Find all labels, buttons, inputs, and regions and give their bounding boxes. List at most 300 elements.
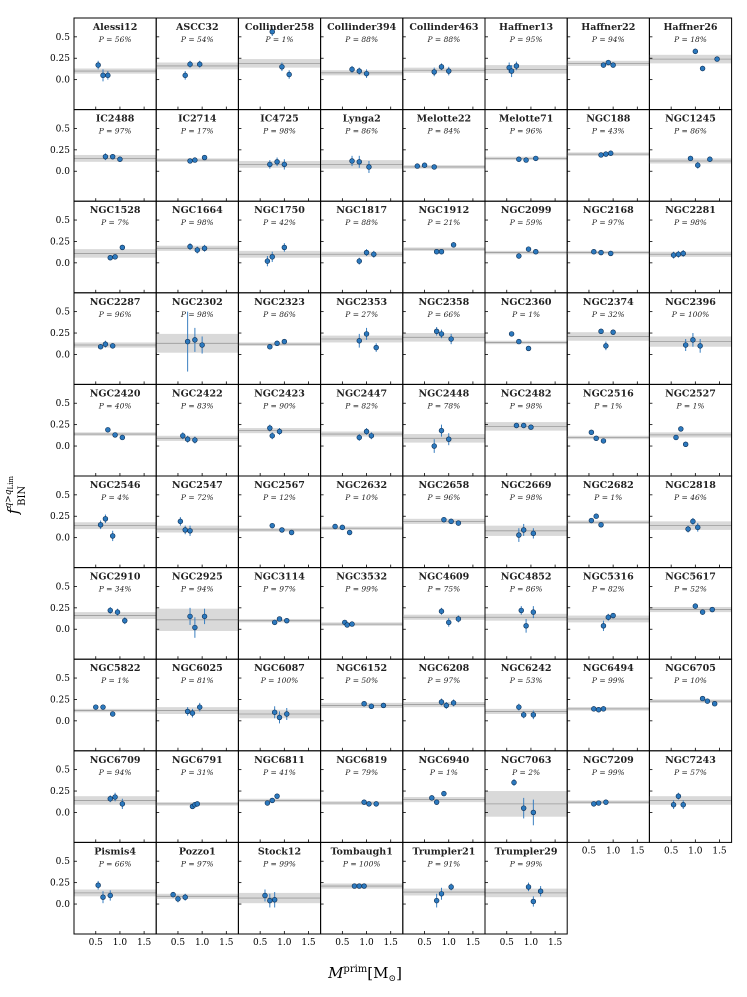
data-point	[712, 701, 717, 706]
y-tick-label: 0.25	[49, 54, 70, 65]
panel	[567, 201, 649, 293]
y-tick-label: 0.5	[55, 857, 70, 868]
data-point	[678, 427, 683, 432]
data-point	[599, 522, 604, 527]
data-point	[192, 337, 197, 342]
panel-p-value: P = 1%	[594, 493, 623, 502]
panel-name: NGC6811	[254, 754, 305, 766]
data-point	[272, 620, 277, 625]
panel-p-value: P = 90%	[263, 401, 296, 411]
panel-p-value: P = 32%	[591, 309, 625, 319]
data-point	[108, 893, 113, 898]
panel-name: NGC2527	[665, 388, 716, 400]
panel-name: NGC3532	[336, 571, 388, 583]
data-point	[700, 696, 705, 701]
data-point	[108, 796, 113, 801]
data-point	[367, 165, 372, 170]
y-tick-label: 0.0	[55, 442, 70, 453]
panel	[50, 201, 156, 293]
panel	[649, 110, 731, 202]
data-point	[691, 519, 696, 524]
x-tick-label: 1.0	[605, 846, 621, 857]
data-point	[113, 795, 118, 800]
panel-name: NGC2447	[336, 388, 388, 400]
y-tick-label: 0.25	[49, 878, 70, 889]
y-tick-label: 0.0	[55, 533, 70, 544]
panel-p-value: P = 1%	[265, 35, 294, 44]
panel	[649, 201, 731, 293]
data-point	[192, 438, 197, 443]
data-point	[514, 64, 519, 69]
data-point	[192, 625, 197, 630]
panel	[156, 384, 238, 476]
data-point	[601, 439, 606, 444]
data-point	[521, 423, 526, 428]
y-tick-label: 0.5	[55, 216, 70, 227]
panel	[485, 568, 567, 660]
panel-name: NGC2567	[254, 480, 305, 491]
data-point	[340, 525, 345, 530]
panel-p-value: P = 99%	[345, 584, 379, 594]
data-point	[671, 253, 676, 258]
panel-p-value: P = 54%	[180, 35, 214, 44]
panel	[649, 659, 731, 751]
data-point	[594, 514, 599, 519]
panel-p-value: P = 12%	[263, 493, 296, 502]
data-point	[105, 73, 110, 78]
x-tick-label: 0.5	[170, 938, 186, 948]
data-point	[608, 151, 613, 156]
panel	[50, 751, 156, 843]
x-tick-label: 1.0	[194, 938, 210, 948]
data-point	[188, 528, 193, 533]
panel-name: Alessi12	[92, 22, 138, 33]
panel	[238, 110, 320, 202]
panel	[485, 476, 567, 568]
data-point	[118, 157, 123, 162]
panel-name: NGC2353	[336, 296, 388, 308]
panel	[156, 18, 238, 110]
data-point	[695, 525, 700, 530]
data-point	[197, 705, 202, 710]
data-point	[190, 711, 195, 716]
data-point	[434, 898, 439, 903]
panel	[238, 384, 320, 476]
data-point	[188, 614, 193, 619]
data-point	[185, 437, 190, 442]
data-point	[275, 794, 280, 799]
panel-p-value: P = 81%	[180, 676, 214, 686]
panel-p-value: P = 99%	[509, 859, 543, 869]
data-point	[591, 249, 596, 254]
panel	[485, 842, 567, 948]
data-point	[698, 343, 703, 348]
y-tick-label: 0.25	[49, 237, 70, 248]
data-point	[263, 893, 268, 898]
panel-name: Lynga2	[342, 113, 381, 125]
data-point	[521, 528, 526, 533]
data-point	[364, 331, 369, 336]
panel	[238, 842, 320, 948]
panel-name: Stock12	[257, 846, 302, 858]
x-tick-label: 1.5	[301, 938, 316, 948]
data-point	[108, 255, 113, 260]
panel-name: Haffner22	[581, 22, 636, 33]
data-point	[183, 528, 188, 533]
data-point	[120, 435, 125, 440]
y-tick-label: 0.0	[55, 167, 70, 178]
data-point	[185, 339, 190, 344]
panel-name: NGC1912	[418, 205, 470, 217]
data-point	[202, 246, 207, 251]
panel-p-value: P = 72%	[180, 493, 214, 502]
panel	[403, 842, 485, 948]
data-point	[287, 72, 292, 77]
data-point	[603, 800, 608, 805]
panel-p-value: P = 98%	[263, 126, 296, 136]
panel	[485, 659, 567, 751]
panel-name: Trumpler29	[494, 846, 558, 858]
x-tick-label: 1.5	[465, 938, 481, 948]
panel-p-value: P = 86%	[263, 309, 296, 319]
panel-p-value: P = 34%	[98, 584, 132, 594]
x-tick-label: 0.5	[581, 846, 597, 857]
data-point	[531, 712, 536, 717]
data-point	[715, 57, 720, 62]
data-point	[439, 700, 444, 705]
data-point	[277, 429, 282, 434]
data-point	[533, 249, 538, 254]
data-point	[596, 707, 601, 712]
panel-name: Pismis4	[94, 846, 136, 858]
data-point	[347, 530, 352, 535]
data-point	[103, 154, 108, 159]
data-point	[531, 810, 536, 815]
data-point	[357, 338, 362, 343]
y-tick-label: 0.25	[49, 329, 70, 340]
data-point	[381, 703, 386, 708]
y-tick-label: 0.0	[55, 258, 70, 269]
data-point	[596, 801, 601, 806]
data-point	[357, 435, 362, 440]
panel-name: NGC6494	[582, 663, 634, 675]
panel	[238, 201, 320, 293]
data-point	[519, 608, 524, 613]
data-point	[122, 618, 127, 623]
panel-p-value: P = 97%	[180, 859, 214, 869]
x-axis-label-sun: ⊙	[388, 974, 397, 984]
data-point	[350, 622, 355, 627]
data-point	[98, 344, 103, 349]
y-tick-label: 0.0	[55, 350, 70, 361]
data-point	[442, 791, 447, 796]
panel	[649, 293, 731, 385]
panel-name: NGC1664	[171, 205, 223, 217]
data-point	[362, 884, 367, 889]
data-point	[176, 897, 181, 902]
x-tick-label: 1.0	[523, 938, 539, 948]
x-tick-label: 1.5	[712, 846, 727, 857]
panel-p-value: P = 100%	[260, 676, 299, 686]
data-point	[185, 709, 190, 714]
panel-p-value: P = 66%	[98, 859, 132, 869]
data-point	[676, 252, 681, 257]
panel-name: NGC2448	[418, 388, 470, 400]
panel	[321, 842, 403, 948]
panel-p-value: P = 86%	[345, 126, 379, 136]
data-point	[277, 617, 282, 622]
data-point	[267, 162, 272, 167]
panel-name: NGC2358	[418, 296, 470, 308]
data-point	[456, 617, 461, 622]
panel-name: NGC2669	[500, 480, 552, 491]
x-tick-label: 0.5	[663, 846, 679, 857]
panel-p-value: P = 86%	[509, 584, 543, 594]
x-tick-label: 1.0	[359, 938, 374, 948]
data-point	[686, 527, 691, 532]
data-point	[524, 158, 529, 163]
panel	[50, 293, 156, 385]
y-tick-label: 0.5	[55, 32, 70, 43]
data-point	[521, 806, 526, 811]
panel-name: IC2488	[95, 113, 135, 125]
data-point	[362, 800, 367, 805]
panel-p-value: P = 66%	[427, 309, 461, 319]
data-point	[96, 883, 101, 888]
panel-name: Tombaugh1	[330, 846, 393, 858]
y-tick-label: 0.5	[55, 765, 70, 776]
panel-name: NGC1528	[89, 205, 141, 217]
data-point	[676, 794, 681, 799]
x-axis-label-unit: [M	[367, 964, 389, 982]
panel-name: NGC188	[586, 113, 631, 125]
y-tick-label: 0.25	[49, 603, 70, 614]
panel-name: NGC6025	[171, 663, 223, 675]
panel-name: NGC6208	[418, 663, 470, 675]
data-point	[200, 343, 205, 348]
data-point	[171, 892, 176, 897]
data-point	[267, 426, 272, 431]
panel-name: Haffner13	[499, 22, 554, 33]
panel-name: Melotte71	[498, 113, 554, 125]
panel	[485, 751, 567, 843]
data-point	[705, 699, 710, 704]
panel	[403, 110, 485, 202]
data-point	[681, 251, 686, 256]
panel-p-value: P = 4%	[101, 493, 130, 502]
data-point	[611, 330, 616, 335]
panel	[321, 110, 403, 202]
panel-p-value: P = 56%	[98, 35, 132, 44]
data-point	[516, 705, 521, 710]
data-point	[202, 155, 207, 160]
panel-p-value: P = 98%	[509, 493, 543, 502]
panel-name: NGC2632	[336, 480, 388, 491]
panel-p-value: P = 96%	[427, 493, 461, 502]
panel	[156, 476, 238, 568]
data-point	[195, 248, 200, 253]
panel-p-value: P = 98%	[509, 401, 543, 411]
panel-name: NGC2422	[171, 388, 223, 400]
panel-name: Trumpler21	[412, 846, 476, 858]
data-point	[449, 519, 454, 524]
panel-p-value: P = 18%	[674, 35, 707, 44]
data-point	[93, 705, 98, 710]
panel	[156, 842, 238, 948]
data-point	[449, 885, 454, 890]
data-point	[105, 427, 110, 432]
panel-name: NGC2396	[665, 296, 716, 308]
data-point	[110, 154, 115, 159]
y-axis-label-sup: q>q	[4, 489, 14, 509]
data-point	[110, 712, 115, 717]
panel-name: NGC2516	[582, 388, 634, 400]
panel-name: NGC2281	[665, 205, 716, 217]
data-point	[591, 706, 596, 711]
panel	[485, 201, 567, 293]
data-point	[521, 712, 526, 717]
data-point	[277, 715, 282, 720]
data-point	[594, 436, 599, 441]
panel	[50, 659, 156, 751]
data-point	[451, 242, 456, 247]
panel-name: Collinder258	[244, 22, 315, 33]
y-tick-label: 0.0	[55, 900, 70, 911]
panel-p-value: P = 41%	[263, 767, 296, 777]
y-tick-label: 0.25	[49, 420, 70, 431]
panel-name: NGC2910	[89, 571, 141, 583]
data-point	[439, 891, 444, 896]
x-axis-label-close: ]	[396, 964, 402, 982]
y-tick-label: 0.25	[49, 787, 70, 798]
data-point	[350, 159, 355, 164]
x-tick-label: 0.5	[499, 938, 514, 948]
data-point	[183, 895, 188, 900]
panel-p-value: P = 84%	[427, 126, 461, 136]
panel	[238, 476, 320, 568]
data-point	[509, 331, 514, 336]
data-point	[357, 69, 362, 74]
x-tick-label: 1.5	[219, 938, 234, 948]
data-point	[456, 521, 461, 526]
data-point	[444, 703, 449, 708]
data-point	[265, 259, 270, 264]
panel	[156, 201, 238, 293]
panel-name: NGC6087	[254, 663, 305, 675]
data-point	[280, 64, 285, 69]
data-point	[710, 607, 715, 612]
data-point	[275, 159, 280, 164]
data-point	[367, 801, 372, 806]
panel-p-value: P = 88%	[345, 218, 379, 228]
panel	[485, 384, 567, 476]
panel-p-value: P = 83%	[180, 401, 214, 411]
panel-p-value: P = 97%	[591, 218, 625, 228]
panel-name: ASCC32	[176, 22, 219, 33]
data-point	[115, 610, 120, 615]
data-point	[691, 337, 696, 342]
data-point	[120, 801, 125, 806]
x-tick-label: 1.0	[112, 938, 128, 948]
panel-p-value: P = 43%	[591, 126, 625, 136]
x-tick-label: 0.5	[88, 938, 103, 948]
data-point	[333, 524, 338, 529]
panel-p-value: P = 100%	[671, 309, 710, 319]
data-point	[683, 343, 688, 348]
data-point	[364, 71, 369, 76]
panel	[50, 568, 156, 660]
data-point	[533, 156, 538, 161]
data-point	[345, 623, 350, 628]
data-point	[531, 531, 536, 536]
data-point	[451, 700, 456, 705]
data-point	[516, 254, 521, 259]
data-point	[446, 620, 451, 625]
data-point	[674, 435, 679, 440]
data-point	[439, 331, 444, 336]
x-tick-label: 1.5	[547, 938, 563, 948]
panel-name: NGC1245	[665, 113, 716, 125]
panel-p-value: P = 46%	[674, 493, 707, 502]
data-point	[432, 70, 437, 75]
data-point	[192, 158, 197, 163]
y-tick-label: 0.5	[55, 307, 70, 318]
data-point	[446, 437, 451, 442]
data-point	[195, 801, 200, 806]
data-point	[611, 613, 616, 618]
y-axis-label-symbol: f	[4, 508, 22, 515]
panel	[321, 751, 403, 843]
data-point	[197, 62, 202, 67]
x-tick-label: 1.0	[441, 938, 456, 948]
panel-p-value: P = 75%	[427, 584, 461, 594]
panel-name: NGC2323	[254, 296, 305, 308]
panel	[567, 18, 649, 110]
panel-p-value: P = 98%	[180, 309, 214, 319]
x-tick-label: 0.5	[252, 938, 268, 948]
panel-name: NGC2287	[89, 296, 141, 308]
data-point	[606, 615, 611, 620]
data-point	[272, 897, 277, 902]
y-axis-label	[4, 476, 28, 516]
panel-name: NGC2482	[500, 388, 552, 400]
panel-p-value: P = 31%	[180, 767, 214, 777]
panel-name: NGC2374	[582, 296, 634, 308]
data-point	[608, 251, 613, 256]
data-point	[188, 62, 193, 67]
panel-p-value: P = 78%	[427, 401, 461, 411]
panel	[50, 110, 156, 202]
panel-name: NGC6940	[418, 754, 470, 766]
data-point	[683, 442, 688, 447]
data-point	[589, 518, 594, 523]
y-axis-label-sup-sub: Lim	[7, 475, 15, 490]
data-point	[432, 444, 437, 449]
panel-name: NGC1750	[254, 205, 305, 217]
data-point	[371, 252, 376, 257]
data-point	[707, 157, 712, 162]
panel-p-value: P = 42%	[263, 218, 296, 228]
panel	[649, 18, 731, 110]
panel-name: NGC6152	[336, 663, 388, 675]
panel	[403, 384, 485, 476]
panel	[238, 18, 320, 110]
panel-name: Collinder394	[327, 22, 397, 33]
data-point	[270, 254, 275, 259]
panel-p-value: P = 52%	[674, 584, 707, 594]
panel	[238, 659, 320, 751]
panel	[403, 293, 485, 385]
